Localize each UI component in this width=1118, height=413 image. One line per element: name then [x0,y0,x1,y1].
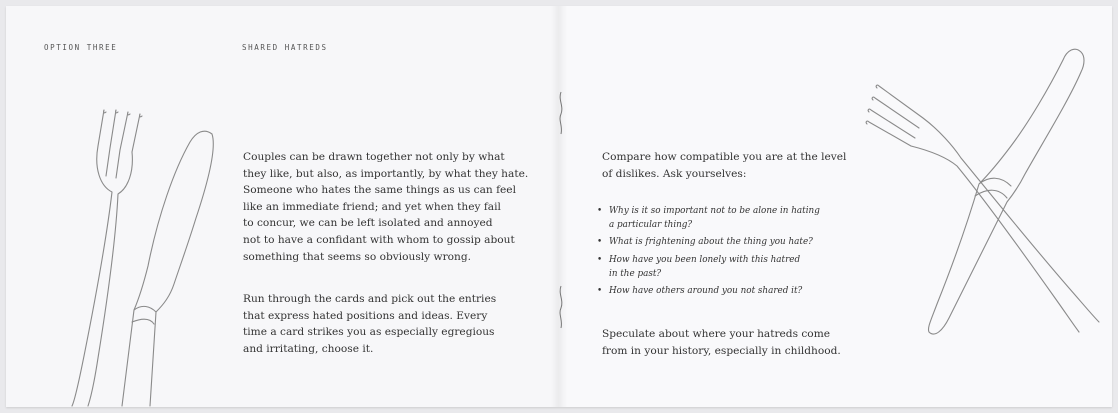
intro-text: Compare how compatible you are at the level of dislikes. Ask yourselves: [602,151,847,180]
binding-thread [555,6,567,407]
left-page [6,6,559,407]
fork-knife-illustration-right [849,42,1099,342]
knife-icon [928,49,1084,334]
closing-text: Speculate about where your hatreds come from in your history, especially in childhood. [602,328,841,357]
book-spread [6,6,1112,407]
bullet-icon: • [597,237,603,248]
page-title: SHARED HATREDS [242,43,328,52]
bullet-icon: • [597,206,603,216]
question-text: How have you been lonely with this hatred in the past? [609,254,801,279]
knife-icon [122,131,213,406]
bullet-icon: • [597,286,603,297]
fork-icon [72,110,142,406]
question-text: What is frightening about the thing you hate? [609,237,813,248]
section-label: OPTION THREE [44,43,118,52]
fork-knife-illustration-left [46,106,276,406]
question-text: Why is it so important not to be alone in hating a particular thing? [609,206,820,231]
right-page [559,6,1112,407]
paragraph-2: Run through the cards and pick out the entries that express hated positions and ideas. Every time a card strikes you as especially egregious and irritating, choose it. [243,293,497,355]
bullet-icon: • [597,254,603,265]
question-text: How have others around you not shared it? [609,286,803,297]
fork-icon [866,85,1099,332]
paragraph-1: Couples can be drawn together not only by what they like, but also, as importantly, by what they hate. Someone who hates the same things as us can feel like an immediate friend; and yet when they fail to concur, we can be left isolated and annoyed not to have a confidant with whom to gossip about something that seems so obviously wrong. [243,151,529,263]
